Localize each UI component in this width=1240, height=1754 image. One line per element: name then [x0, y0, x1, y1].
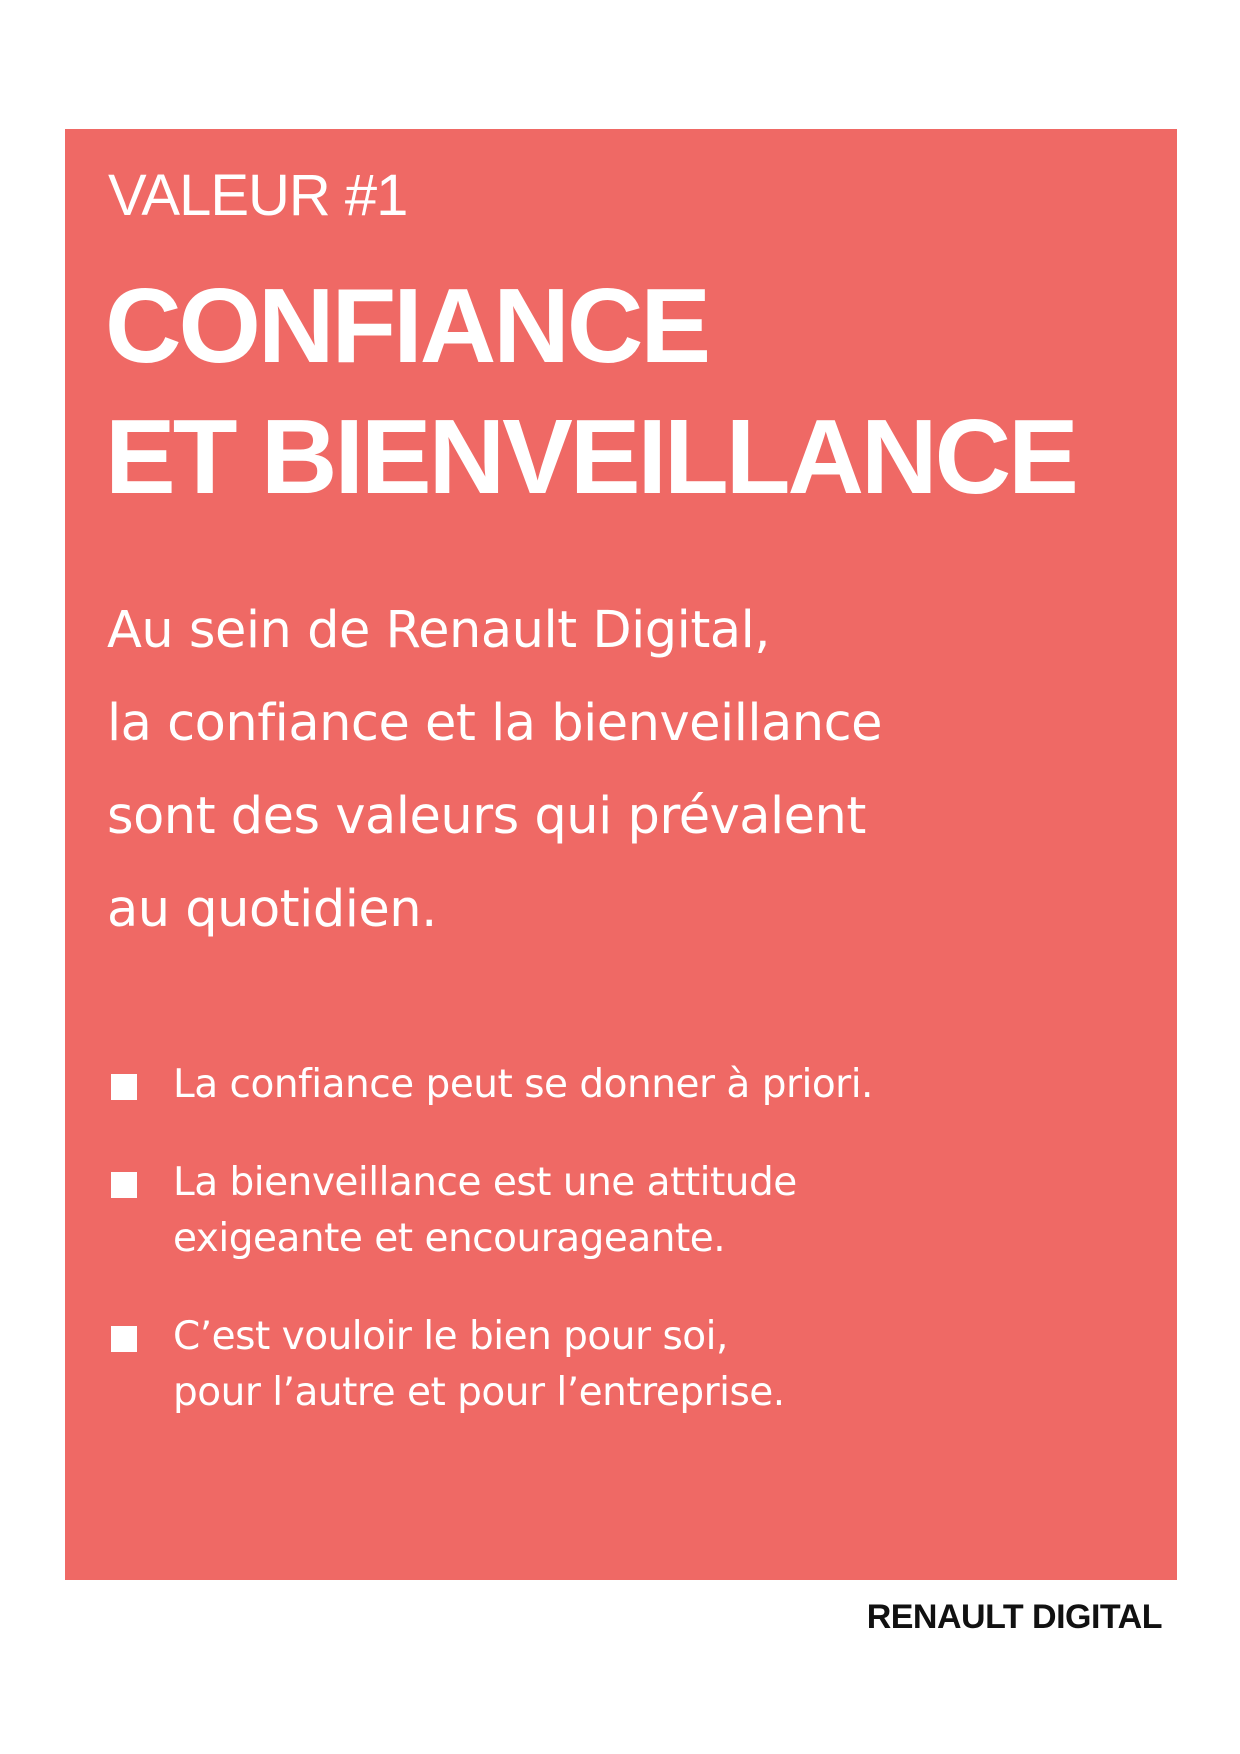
intro-line: Au sein de Renault Digital, — [107, 601, 770, 660]
brand-logo-text: RENAULT DIGITAL — [866, 1598, 1162, 1636]
intro-line: au quotidien. — [107, 880, 437, 939]
bullet-line: La confiance peut se donner à priori. — [173, 1062, 873, 1107]
square-bullet-icon — [111, 1074, 137, 1100]
bullet-line: C’est vouloir le bien pour soi, — [173, 1314, 728, 1359]
value-bullet-list — [111, 1057, 1151, 1463]
value-title-line: ET BIENVEILLANCE — [105, 398, 1076, 516]
value-card — [65, 129, 1177, 1580]
value-title-line: CONFIANCE — [105, 267, 709, 385]
value-title — [105, 261, 1076, 523]
bullet-line: La bienveillance est une attitude — [173, 1160, 797, 1205]
bullet-item — [111, 1057, 1151, 1113]
bullet-item — [111, 1155, 1151, 1267]
bullet-line: pour l’autre et pour l’entreprise. — [173, 1370, 785, 1415]
bullet-item — [111, 1309, 1151, 1421]
bullet-line: exigeante et encourageante. — [173, 1216, 726, 1261]
value-kicker: VALEUR #1 — [108, 163, 408, 228]
square-bullet-icon — [111, 1326, 137, 1352]
square-bullet-icon — [111, 1172, 137, 1198]
intro-line: sont des valeurs qui prévalent — [107, 787, 866, 846]
intro-paragraph — [107, 584, 1147, 956]
intro-line: la confiance et la bienveillance — [107, 694, 883, 753]
